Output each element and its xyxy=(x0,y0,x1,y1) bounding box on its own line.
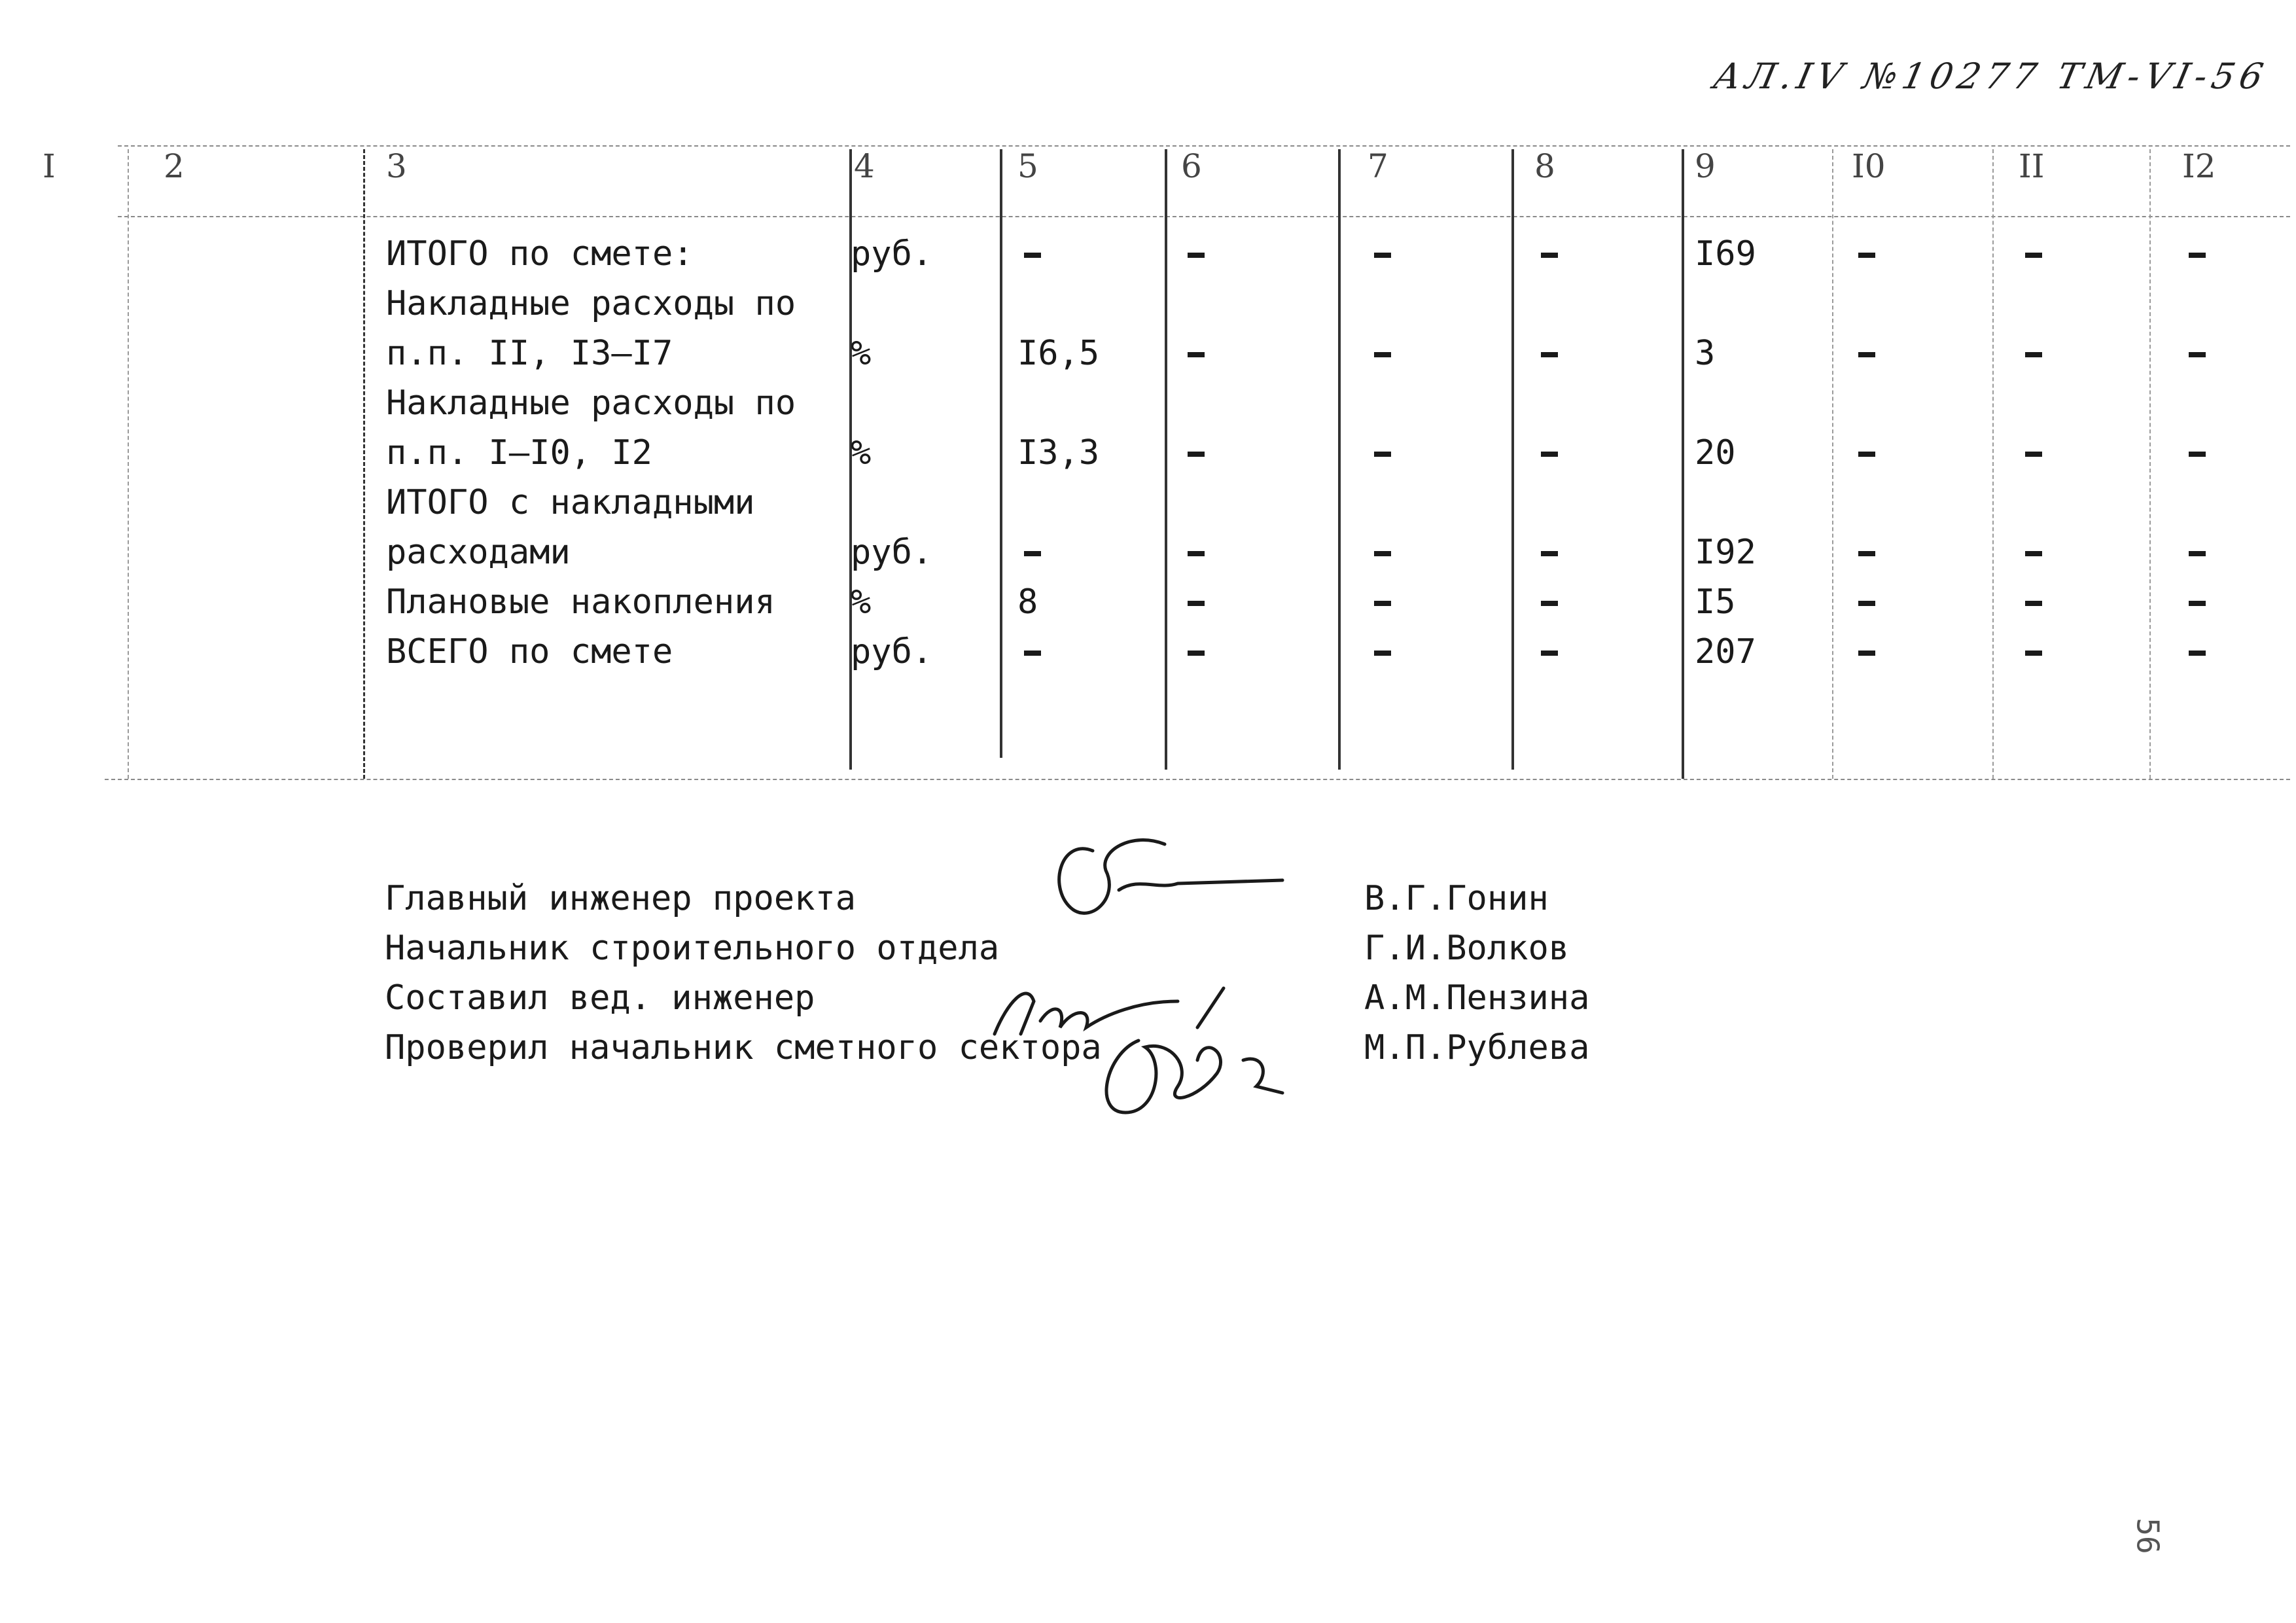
column-number: I xyxy=(43,147,56,185)
dash-mark xyxy=(2189,253,2206,258)
dash-mark xyxy=(2189,352,2206,357)
dash-mark xyxy=(1188,253,1205,258)
dash-mark xyxy=(2025,601,2042,606)
cell-value: I5 xyxy=(1695,582,1736,622)
signature-title: Главный инженер проекта xyxy=(385,879,857,918)
dash-mark xyxy=(2025,651,2042,656)
column-number: 4 xyxy=(854,147,875,185)
column-divider xyxy=(1992,149,1994,779)
column-number: 2 xyxy=(164,147,185,185)
dash-mark xyxy=(2189,452,2206,457)
dash-mark xyxy=(1024,253,1041,258)
dash-mark xyxy=(1858,551,1875,556)
dash-mark xyxy=(1541,452,1558,457)
cell-value: I3,3 xyxy=(1017,433,1100,473)
dash-mark xyxy=(1374,352,1391,357)
handwritten-signature xyxy=(1021,812,1296,942)
row-label: ИТОГО по смете: xyxy=(386,234,694,274)
table-bottom-border xyxy=(105,779,2290,780)
column-divider xyxy=(363,149,365,779)
signature-name: В.Г.Гонин xyxy=(1364,879,1549,918)
signature-title: Начальник строительного отдела xyxy=(385,929,1000,968)
column-number: I0 xyxy=(1852,147,1886,185)
row-label: ИТОГО с накладными xyxy=(386,483,755,522)
row-label: Плановые накопления xyxy=(386,582,775,622)
dash-mark xyxy=(1024,551,1041,556)
row-unit: % xyxy=(851,334,872,373)
column-number: 6 xyxy=(1181,147,1202,185)
row-unit: % xyxy=(851,433,872,473)
dash-mark xyxy=(2189,551,2206,556)
column-divider xyxy=(1682,149,1684,779)
row-unit: % xyxy=(851,582,872,622)
cell-value: 207 xyxy=(1695,632,1756,671)
column-number: 8 xyxy=(1534,147,1555,185)
row-label: п.п. II, I3–I7 xyxy=(386,334,673,373)
signature-name: Г.И.Волков xyxy=(1364,929,1570,968)
row-label: ВСЕГО по смете xyxy=(386,632,673,671)
dash-mark xyxy=(1541,601,1558,606)
dash-mark xyxy=(1858,651,1875,656)
table-top-border xyxy=(118,145,2290,147)
dash-mark xyxy=(1858,452,1875,457)
dash-mark xyxy=(2025,352,2042,357)
row-unit: руб. xyxy=(851,632,933,671)
row-label: Накладные расходы по xyxy=(386,284,796,323)
dash-mark xyxy=(1024,651,1041,656)
dash-mark xyxy=(1858,601,1875,606)
column-number: 9 xyxy=(1695,147,1716,185)
dash-mark xyxy=(1541,651,1558,656)
column-divider xyxy=(1165,149,1167,770)
dash-mark xyxy=(1188,452,1205,457)
dash-mark xyxy=(1188,551,1205,556)
dash-mark xyxy=(1541,352,1558,357)
column-divider xyxy=(1832,149,1833,779)
signature-title: Проверил начальник сметного сектора xyxy=(385,1028,1102,1067)
row-unit: руб. xyxy=(851,533,933,572)
row-unit: руб. xyxy=(851,234,933,274)
dash-mark xyxy=(1541,551,1558,556)
dash-mark xyxy=(2025,253,2042,258)
handwritten-signature xyxy=(981,962,1322,1126)
column-number: 7 xyxy=(1368,147,1388,185)
signature-name: А.М.Пензина xyxy=(1364,978,1590,1018)
dash-mark xyxy=(2189,651,2206,656)
row-label: п.п. I–I0, I2 xyxy=(386,433,652,473)
column-divider xyxy=(2149,149,2151,779)
column-number: 3 xyxy=(386,147,407,185)
dash-mark xyxy=(1188,352,1205,357)
dash-mark xyxy=(2025,551,2042,556)
dash-mark xyxy=(2025,452,2042,457)
signature-title: Составил вед. инженер xyxy=(385,978,815,1018)
table-header-divider xyxy=(118,216,2290,217)
cell-value: I6,5 xyxy=(1017,334,1100,373)
column-number: II xyxy=(2019,147,2045,185)
cell-value: 8 xyxy=(1017,582,1038,622)
dash-mark xyxy=(1858,352,1875,357)
column-divider xyxy=(1338,149,1341,770)
column-divider xyxy=(128,149,129,779)
dash-mark xyxy=(1188,601,1205,606)
row-label: расходами xyxy=(386,533,571,572)
document-reference-number: АЛ.ІV №10277 ТМ-VI-56 xyxy=(1710,56,2272,97)
dash-mark xyxy=(1541,253,1558,258)
page-number: 56 xyxy=(2130,1518,2166,1554)
dash-mark xyxy=(1374,253,1391,258)
dash-mark xyxy=(1188,651,1205,656)
dash-mark xyxy=(1858,253,1875,258)
signature-name: М.П.Рублева xyxy=(1364,1028,1590,1067)
cell-value: 20 xyxy=(1695,433,1736,473)
cell-value: I92 xyxy=(1695,533,1756,572)
dash-mark xyxy=(1374,651,1391,656)
dash-mark xyxy=(1374,551,1391,556)
row-label: Накладные расходы по xyxy=(386,383,796,423)
dash-mark xyxy=(2189,601,2206,606)
column-divider xyxy=(1000,149,1002,758)
dash-mark xyxy=(1374,452,1391,457)
cell-value: 3 xyxy=(1695,334,1716,373)
column-number: I2 xyxy=(2182,147,2216,185)
column-divider xyxy=(1511,149,1514,770)
dash-mark xyxy=(1374,601,1391,606)
column-number: 5 xyxy=(1017,147,1038,185)
cell-value: I69 xyxy=(1695,234,1756,274)
